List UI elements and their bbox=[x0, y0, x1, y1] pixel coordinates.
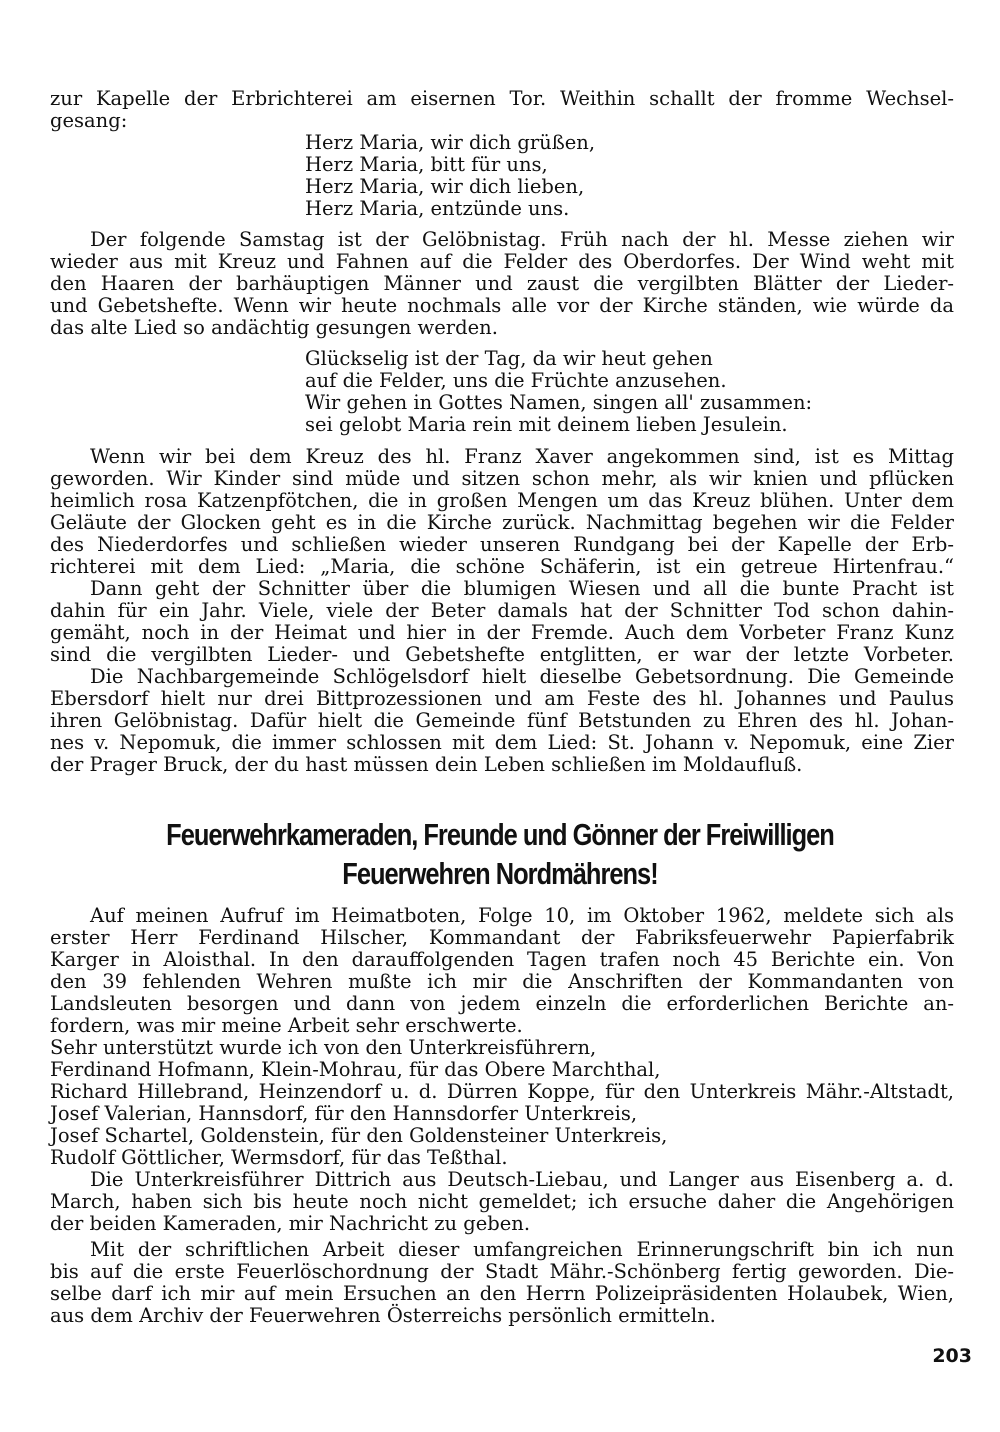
text-line: der Prager Bruck, der du hast müssen dein Leben schließen im Moldaufluß. bbox=[50, 753, 803, 776]
text-line: das alte Lied so andächtig gesungen werden. bbox=[50, 316, 498, 339]
verse-line: Herz Maria, bitt für uns, bbox=[305, 153, 548, 176]
text-line: Wenn wir bei dem Kreuz des hl. Franz Xaver angekommen sind, ist es Mittag bbox=[90, 445, 954, 468]
text-line: geworden. Wir Kinder sind müde und sitzen schon mehr, als wir knien und pflücken bbox=[50, 467, 954, 490]
text-line: ihren Gelöbnistag. Dafür hielt die Gemeinde fünf Betstunden zu Ehren des hl. Johan- bbox=[50, 709, 954, 732]
text-line: bis auf die erste Feuerlöschordnung der Stadt Mähr.-Schönberg fertig geworden. Die- bbox=[50, 1260, 954, 1283]
text-line: March, haben sich bis heute noch nicht gemeldet; ich ersuche daher die Angehörigen bbox=[50, 1190, 954, 1213]
text-line: Josef Valerian, Hannsdorf, für den Hannsdorfer Unterkreis, bbox=[50, 1102, 638, 1125]
text-line: gesang: bbox=[50, 109, 128, 132]
text-line: Sehr unterstützt wurde ich von den Unterkreisführern, bbox=[50, 1036, 597, 1059]
verse-line: Herz Maria, wir dich lieben, bbox=[305, 175, 585, 198]
text-line: sind die vergilbten Lieder- und Gebetshefte entglitten, er war der letzte Vorbeter. bbox=[50, 643, 954, 666]
text-line: wieder aus mit Kreuz und Fahnen auf die Felder des Oberdorfes. Der Wind weht mit bbox=[50, 250, 954, 273]
text-line: Mit der schriftlichen Arbeit dieser umfangreichen Erinnerungschrift bin ich nun bbox=[90, 1238, 954, 1261]
text-line: Auf meinen Aufruf im Heimatboten, Folge 10, im Oktober 1962, meldete sich als bbox=[90, 904, 954, 927]
text-line: gemäht, noch in der Heimat und hier in der Fremde. Auch dem Vorbeter Franz Kunz bbox=[50, 621, 954, 644]
text-line: Ferdinand Hofmann, Klein-Mohrau, für das Obere Marchthal, bbox=[50, 1058, 661, 1081]
text-line: richterei mit dem Lied: „Maria, die schöne Schäferin, ist ein getreue Hirtenfrau.“ bbox=[50, 555, 954, 578]
verse-line: Herz Maria, wir dich grüßen, bbox=[305, 131, 596, 154]
text-line: Der folgende Samstag ist der Gelöbnistag. Früh nach der hl. Messe ziehen wir bbox=[90, 228, 954, 251]
text-line: der beiden Kameraden, mir Nachricht zu geben. bbox=[50, 1212, 531, 1235]
section-heading: Feuerwehrkameraden, Freunde und Gönner der Freiwilligen bbox=[166, 817, 834, 852]
verse-line: Glückselig ist der Tag, da wir heut gehen bbox=[305, 347, 713, 370]
text-line: erster Herr Ferdinand Hilscher, Kommandant der Fabriksfeuerwehr Papierfabrik bbox=[50, 926, 954, 949]
page-number: 203 bbox=[932, 1345, 972, 1367]
text-line: Geläute der Glocken geht es in die Kirche zurück. Nachmittag begehen wir die Felder bbox=[50, 511, 954, 534]
text-line: Richard Hillebrand, Heinzendorf u. d. Dürren Koppe, für den Unterkreis Mähr.-Altstadt, bbox=[50, 1080, 954, 1103]
text-line: Dann geht der Schnitter über die blumigen Wiesen und all die bunte Pracht ist bbox=[90, 577, 954, 600]
text-line: selbe darf ich mir auf mein Ersuchen an den Herrn Polizeipräsidenten Holaubek, Wien, bbox=[50, 1282, 954, 1305]
text-line: Landsleuten besorgen und dann von jedem einzeln die erforderlichen Berichte an- bbox=[50, 992, 954, 1015]
text-line: heimlich rosa Katzenpfötchen, die in großen Mengen um das Kreuz blühen. Unter dem bbox=[50, 489, 954, 512]
verse-line: Herz Maria, entzünde uns. bbox=[305, 197, 570, 220]
text-line: Karger in Aloisthal. In den darauffolgenden Tagen trafen noch 45 Berichte ein. Von bbox=[50, 948, 954, 971]
text-line: dahin für ein Jahr. Viele, viele der Beter damals hat der Schnitter Tod schon dahin- bbox=[50, 599, 954, 622]
verse-line: Wir gehen in Gottes Namen, singen all' zusammen: bbox=[305, 391, 813, 414]
text-line: aus dem Archiv der Feuerwehren Österreichs persönlich ermitteln. bbox=[50, 1304, 716, 1327]
text-line: fordern, was mir meine Arbeit sehr erschwerte. bbox=[50, 1014, 523, 1037]
text-line: Die Nachbargemeinde Schlögelsdorf hielt dieselbe Gebetsordnung. Die Gemeinde bbox=[90, 665, 954, 688]
section-heading: Feuerwehren Nordmährens! bbox=[342, 856, 658, 891]
text-line: Die Unterkreisführer Dittrich aus Deutsch-Liebau, und Langer aus Eisenberg a. d. bbox=[90, 1168, 954, 1191]
text-line: Rudolf Göttlicher, Wermsdorf, für das Teßthal. bbox=[50, 1146, 508, 1169]
text-line: Ebersdorf hielt nur drei Bittprozessionen und am Feste des hl. Johannes und Paulus bbox=[50, 687, 954, 710]
text-line: Josef Schartel, Goldenstein, für den Goldensteiner Unterkreis, bbox=[50, 1124, 668, 1147]
verse-line: sei gelobt Maria rein mit deinem lieben Jesulein. bbox=[305, 413, 788, 436]
verse-line: auf die Felder, uns die Früchte anzusehen. bbox=[305, 369, 727, 392]
text-line: den 39 fehlenden Wehren mußte ich mir die Anschriften der Kommandanten von bbox=[50, 970, 954, 993]
text-line: den Haaren der barhäuptigen Männer und zaust die vergilbten Blätter der Lieder- bbox=[50, 272, 954, 295]
text-line: zur Kapelle der Erbrichterei am eisernen Tor. Weithin schallt der fromme Wechsel- bbox=[50, 87, 954, 110]
text-line: und Gebetshefte. Wenn wir heute nochmals alle vor der Kirche ständen, wie würde da bbox=[50, 294, 954, 317]
text-line: nes v. Nepomuk, die immer schlossen mit dem Lied: St. Johann v. Nepomuk, eine Zier bbox=[50, 731, 954, 754]
text-line: des Niederdorfes und schließen wieder unseren Rundgang bei der Kapelle der Erb- bbox=[50, 533, 954, 556]
